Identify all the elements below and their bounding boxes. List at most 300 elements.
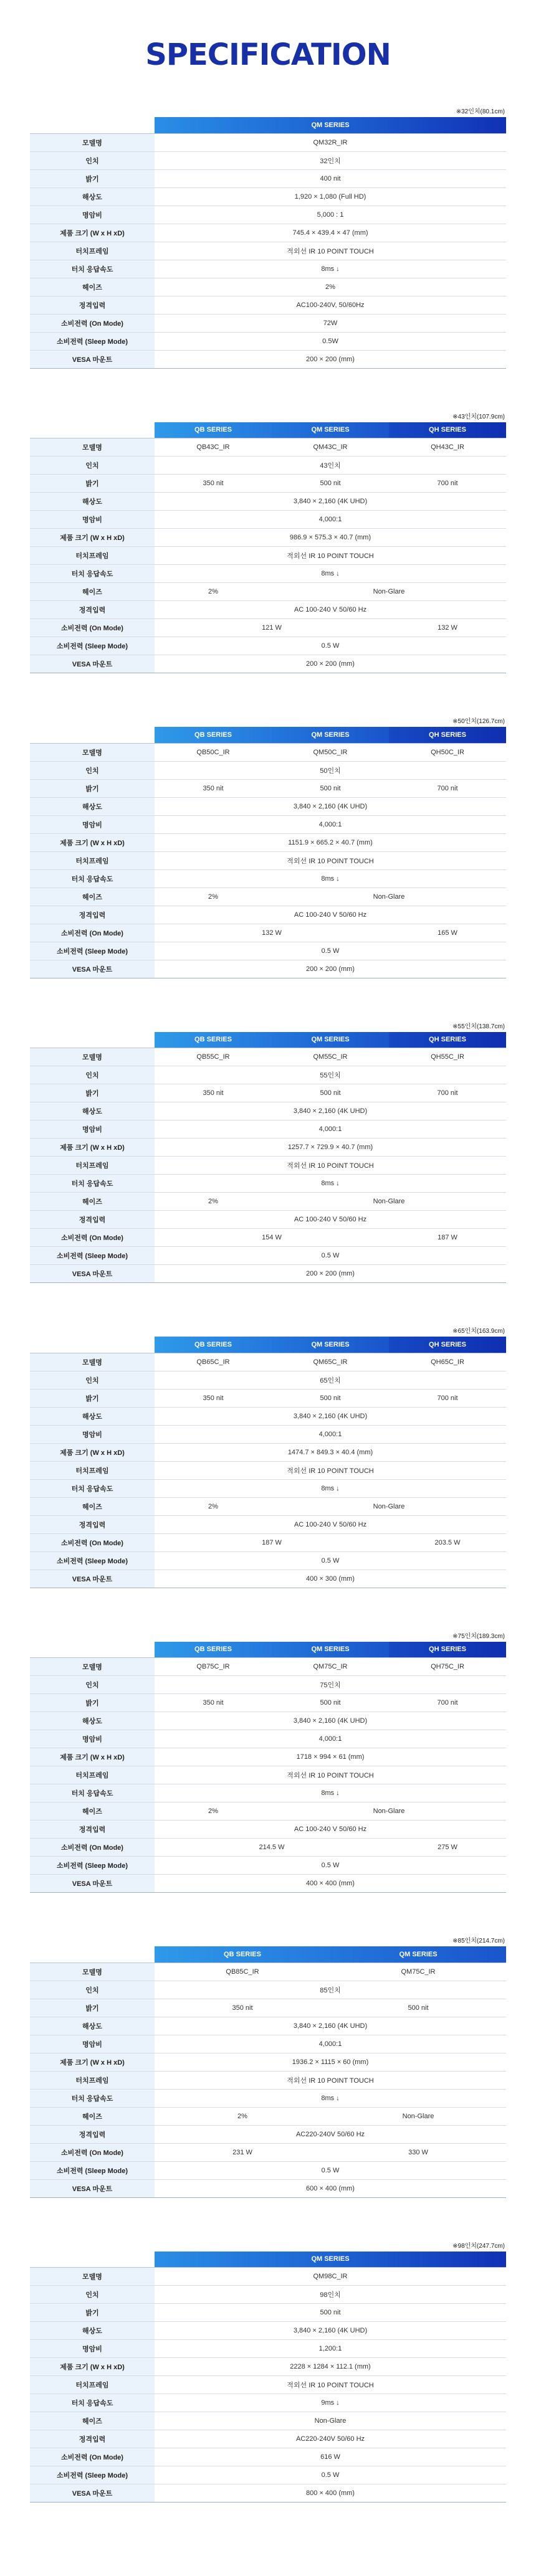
- spec-value: 1,920 × 1,080 (Full HD): [155, 187, 506, 206]
- spec-row: [30, 2394, 506, 2412]
- series-header: QB SERIES: [155, 1337, 272, 1353]
- spec-row: [30, 2448, 506, 2466]
- spec-label: 모델명: [30, 1353, 155, 1371]
- spec-label: 밝기: [30, 1389, 155, 1407]
- screen-size-label: ※85인치(214.7cm): [452, 1938, 505, 1944]
- spec-row: [30, 1497, 506, 1515]
- spec-label: 헤이즈: [30, 1802, 155, 1821]
- spec-row: [30, 1193, 506, 1211]
- spec-value: Non-Glare: [330, 2107, 506, 2125]
- page-title: SPECIFICATION: [145, 37, 391, 72]
- spec-row: [30, 206, 506, 224]
- spec-row: [30, 1802, 506, 1821]
- screen-size-label: ※50인치(126.7cm): [452, 718, 505, 725]
- spec-value: 745.4 × 439.4 × 47 (mm): [155, 224, 506, 242]
- spec-value: 350 nit: [155, 475, 272, 493]
- series-header: QM SERIES: [272, 1032, 389, 1048]
- spec-label: 헤이즈: [30, 2412, 155, 2430]
- spec-row: [30, 815, 506, 833]
- spec-value: 0.5 W: [155, 637, 506, 655]
- spec-row: [30, 2161, 506, 2179]
- spec-value: 1257.7 × 729.9 × 40.7 (mm): [155, 1139, 506, 1157]
- spec-row: [30, 457, 506, 475]
- spec-row: [30, 833, 506, 851]
- spec-row: [30, 2340, 506, 2358]
- spec-row: [30, 743, 506, 761]
- series-header: QM SERIES: [155, 117, 506, 133]
- spec-label: 해상도: [30, 493, 155, 511]
- spec-label: VESA 마운트: [30, 960, 155, 978]
- spec-row: [30, 2179, 506, 2197]
- spec-value: 4,000:1: [155, 815, 506, 833]
- spec-value: 500 nit: [272, 1694, 389, 1712]
- spec-label: 소비전력 (Sleep Mode): [30, 1551, 155, 1570]
- spec-row: [30, 438, 506, 457]
- spec-value: 0.5 W: [155, 942, 506, 960]
- series-header: QB SERIES: [155, 1032, 272, 1048]
- spec-table: [30, 422, 506, 674]
- spec-value: 231 W: [155, 2143, 330, 2161]
- spec-row: [30, 1551, 506, 1570]
- spec-value: 2228 × 1284 × 112.1 (mm): [155, 2358, 506, 2376]
- spec-row: [30, 2125, 506, 2143]
- spec-label: 터치 응답속도: [30, 1175, 155, 1193]
- spec-value: 8ms ↓: [155, 1479, 506, 1497]
- series-header: QB SERIES: [155, 727, 272, 743]
- spec-value: 500 nit: [272, 1084, 389, 1102]
- spec-value: 8ms ↓: [155, 2089, 506, 2107]
- spec-value: 2%: [155, 888, 272, 906]
- spec-value: 적외선 IR 10 POINT TOUCH: [155, 2071, 506, 2089]
- spec-row: [30, 2107, 506, 2125]
- spec-value: AC 100-240 V 50/60 Hz: [155, 1821, 506, 1839]
- spec-row: [30, 1694, 506, 1712]
- series-header-row: [30, 1032, 506, 1048]
- spec-sections: [0, 107, 536, 2503]
- spec-label: 터치프레임: [30, 1766, 155, 1784]
- spec-label: 명암비: [30, 511, 155, 529]
- spec-label: 모델명: [30, 2268, 155, 2286]
- spec-row: [30, 1479, 506, 1497]
- spec-value: 1936.2 × 1115 × 60 (mm): [155, 2053, 506, 2071]
- spec-row: [30, 2322, 506, 2340]
- spec-row: [30, 314, 506, 332]
- spec-table: [30, 1032, 506, 1284]
- spec-row: [30, 2143, 506, 2161]
- spec-row: [30, 1066, 506, 1084]
- spec-value: Non-Glare: [272, 888, 506, 906]
- spec-label: 터치프레임: [30, 1461, 155, 1479]
- spec-label: 제품 크기 (W x H xD): [30, 1139, 155, 1157]
- spec-value: 4,000:1: [155, 2035, 506, 2053]
- spec-value: AC 100-240 V 50/60 Hz: [155, 906, 506, 924]
- spec-value: 2%: [155, 583, 272, 601]
- spec-table: [30, 727, 506, 978]
- spec-value: QB65C_IR: [155, 1353, 272, 1371]
- spec-label: 헤이즈: [30, 278, 155, 296]
- spec-row: [30, 1120, 506, 1139]
- spec-row: [30, 906, 506, 924]
- spec-value: 43인치: [155, 457, 506, 475]
- spec-row: [30, 1157, 506, 1175]
- spec-row: [30, 619, 506, 637]
- spec-value: 0.5 W: [155, 1551, 506, 1570]
- spec-value: QH75C_IR: [389, 1658, 506, 1676]
- header-spacer: [30, 727, 155, 743]
- spec-value: QM43C_IR: [272, 438, 389, 457]
- spec-value: 적외선 IR 10 POINT TOUCH: [155, 2376, 506, 2394]
- spec-label: 터치프레임: [30, 1157, 155, 1175]
- spec-label: 제품 크기 (W x H xD): [30, 2053, 155, 2071]
- spec-label: 제품 크기 (W x H xD): [30, 1443, 155, 1461]
- spec-value: AC220-240V 50/60 Hz: [155, 2125, 506, 2143]
- spec-label: 정격입력: [30, 2430, 155, 2448]
- spec-label: 터치프레임: [30, 242, 155, 260]
- spec-label: 해상도: [30, 797, 155, 815]
- spec-row: [30, 1839, 506, 1857]
- series-header: QM SERIES: [330, 1946, 506, 1963]
- spec-value: QH55C_IR: [389, 1048, 506, 1066]
- series-header: QM SERIES: [272, 1642, 389, 1658]
- spec-row: [30, 1766, 506, 1784]
- spec-value: 500 nit: [272, 1389, 389, 1407]
- header-spacer: [30, 117, 155, 133]
- screen-size-label: ※98인치(247.7cm): [452, 2242, 505, 2250]
- spec-label: 인치: [30, 1981, 155, 1999]
- spec-row: [30, 942, 506, 960]
- spec-row: [30, 511, 506, 529]
- spec-label: 제품 크기 (W x H xD): [30, 1748, 155, 1766]
- spec-value: 350 nit: [155, 1999, 330, 2017]
- spec-row: [30, 1999, 506, 2017]
- spec-row: [30, 797, 506, 815]
- spec-row: [30, 2268, 506, 2286]
- spec-row: [30, 851, 506, 869]
- spec-label: 정격입력: [30, 1211, 155, 1229]
- spec-value: Non-Glare: [272, 1497, 506, 1515]
- spec-value: 986.9 × 575.3 × 40.7 (mm): [155, 529, 506, 547]
- spec-value: 200 × 200 (mm): [155, 350, 506, 368]
- spec-row: [30, 1963, 506, 1981]
- spec-row: [30, 924, 506, 942]
- series-header: QB SERIES: [155, 1642, 272, 1658]
- spec-row: [30, 260, 506, 278]
- spec-row: [30, 2286, 506, 2304]
- series-header-row: [30, 727, 506, 743]
- spec-row: [30, 601, 506, 619]
- spec-value: 0.5W: [155, 332, 506, 350]
- spec-row: [30, 637, 506, 655]
- spec-row: [30, 1407, 506, 1425]
- spec-value: 0.5 W: [155, 1247, 506, 1265]
- spec-label: 터치 응답속도: [30, 869, 155, 888]
- spec-row: [30, 1265, 506, 1283]
- spec-value: AC 100-240 V 50/60 Hz: [155, 1515, 506, 1533]
- spec-label: 인치: [30, 457, 155, 475]
- spec-section: [30, 107, 506, 369]
- spec-value: 350 nit: [155, 1084, 272, 1102]
- spec-row: [30, 224, 506, 242]
- spec-value: 2%: [155, 2107, 330, 2125]
- spec-label: 밝기: [30, 779, 155, 797]
- spec-row: [30, 2071, 506, 2089]
- spec-section: [30, 412, 506, 674]
- spec-value: 400 nit: [155, 169, 506, 187]
- header-spacer: [30, 2252, 155, 2268]
- spec-value: 400 × 300 (mm): [155, 1570, 506, 1588]
- spec-value: Non-Glare: [272, 1193, 506, 1211]
- spec-row: [30, 1102, 506, 1120]
- spec-label: 인치: [30, 1371, 155, 1389]
- spec-value: 500 nit: [155, 2304, 506, 2322]
- spec-value: 132 W: [155, 924, 389, 942]
- spec-label: 소비전력 (On Mode): [30, 1533, 155, 1551]
- spec-label: 터치프레임: [30, 2376, 155, 2394]
- header-spacer: [30, 1642, 155, 1658]
- spec-value: 98인치: [155, 2286, 506, 2304]
- series-header: QH SERIES: [389, 1337, 506, 1353]
- spec-row: [30, 1676, 506, 1694]
- spec-value: 5,000 : 1: [155, 206, 506, 224]
- spec-value: 132 W: [389, 619, 506, 637]
- spec-label: 소비전력 (Sleep Mode): [30, 2161, 155, 2179]
- spec-label: VESA 마운트: [30, 2484, 155, 2503]
- spec-value: 330 W: [330, 2143, 506, 2161]
- spec-label: 제품 크기 (W x H xD): [30, 224, 155, 242]
- spec-label: 해상도: [30, 187, 155, 206]
- spec-label: 소비전력 (On Mode): [30, 314, 155, 332]
- spec-value: 275 W: [389, 1839, 506, 1857]
- series-header-row: [30, 1337, 506, 1353]
- spec-row: [30, 1425, 506, 1443]
- spec-row: [30, 1748, 506, 1766]
- spec-table: [30, 117, 506, 369]
- spec-label: 해상도: [30, 1102, 155, 1120]
- spec-row: [30, 2412, 506, 2430]
- spec-value: 8ms ↓: [155, 260, 506, 278]
- series-header-row: [30, 1946, 506, 1963]
- series-header-row: [30, 422, 506, 438]
- spec-value: 200 × 200 (mm): [155, 655, 506, 673]
- spec-value: QM55C_IR: [272, 1048, 389, 1066]
- spec-value: QM75C_IR: [272, 1658, 389, 1676]
- spec-label: 밝기: [30, 169, 155, 187]
- spec-label: 밝기: [30, 1084, 155, 1102]
- spec-row: [30, 1570, 506, 1588]
- spec-label: 소비전력 (On Mode): [30, 1229, 155, 1247]
- spec-section: [30, 717, 506, 978]
- spec-label: 명암비: [30, 2340, 155, 2358]
- series-header: QB SERIES: [155, 1946, 330, 1963]
- spec-value: 4,000:1: [155, 1120, 506, 1139]
- spec-row: [30, 1443, 506, 1461]
- screen-size-label: ※43인치(107.9cm): [452, 413, 505, 420]
- spec-section: [30, 1632, 506, 1893]
- spec-label: 정격입력: [30, 601, 155, 619]
- spec-row: [30, 2358, 506, 2376]
- spec-value: 72W: [155, 314, 506, 332]
- spec-value: 187 W: [389, 1229, 506, 1247]
- series-header-row: [30, 117, 506, 133]
- spec-label: 해상도: [30, 1712, 155, 1730]
- spec-value: 75인치: [155, 1676, 506, 1694]
- spec-value: 1474.7 × 849.3 × 40.4 (mm): [155, 1443, 506, 1461]
- spec-label: 제품 크기 (W x H xD): [30, 833, 155, 851]
- spec-label: 터치 응답속도: [30, 260, 155, 278]
- spec-label: 명암비: [30, 815, 155, 833]
- spec-value: 3,840 × 2,160 (4K UHD): [155, 797, 506, 815]
- spec-label: 인치: [30, 1066, 155, 1084]
- spec-row: [30, 2053, 506, 2071]
- spec-label: 소비전력 (On Mode): [30, 619, 155, 637]
- series-header: QH SERIES: [389, 1642, 506, 1658]
- spec-value: 2%: [155, 1802, 272, 1821]
- spec-label: 정격입력: [30, 2125, 155, 2143]
- spec-label: 명암비: [30, 2035, 155, 2053]
- spec-row: [30, 547, 506, 565]
- spec-label: 명암비: [30, 1425, 155, 1443]
- spec-value: 1718 × 994 × 61 (mm): [155, 1748, 506, 1766]
- spec-row: [30, 761, 506, 779]
- spec-row: [30, 242, 506, 260]
- series-header: QM SERIES: [155, 2252, 506, 2268]
- spec-table: [30, 1946, 506, 2198]
- spec-label: 터치프레임: [30, 2071, 155, 2089]
- spec-row: [30, 779, 506, 797]
- spec-label: 헤이즈: [30, 1193, 155, 1211]
- spec-value: QM75C_IR: [330, 1963, 506, 1981]
- spec-row: [30, 475, 506, 493]
- spec-value: 적외선 IR 10 POINT TOUCH: [155, 1157, 506, 1175]
- spec-row: [30, 1211, 506, 1229]
- spec-value: 616 W: [155, 2448, 506, 2466]
- spec-label: VESA 마운트: [30, 655, 155, 673]
- spec-row: [30, 2304, 506, 2322]
- spec-value: 4,000:1: [155, 511, 506, 529]
- spec-value: QM50C_IR: [272, 743, 389, 761]
- spec-value: QH43C_IR: [389, 438, 506, 457]
- spec-label: 해상도: [30, 1407, 155, 1425]
- spec-row: [30, 1857, 506, 1875]
- spec-row: [30, 1981, 506, 1999]
- spec-value: 2%: [155, 1193, 272, 1211]
- spec-row: [30, 2017, 506, 2035]
- series-header: QM SERIES: [272, 1337, 389, 1353]
- spec-label: 소비전력 (Sleep Mode): [30, 637, 155, 655]
- spec-row: [30, 1821, 506, 1839]
- spec-value: 154 W: [155, 1229, 389, 1247]
- spec-row: [30, 2430, 506, 2448]
- spec-value: 4,000:1: [155, 1730, 506, 1748]
- spec-row: [30, 583, 506, 601]
- spec-value: 85인치: [155, 1981, 506, 1999]
- spec-value: 400 × 400 (mm): [155, 1875, 506, 1893]
- series-header-row: [30, 2252, 506, 2268]
- spec-table: [30, 1337, 506, 1588]
- spec-value: QM32R_IR: [155, 133, 506, 151]
- spec-value: 203.5 W: [389, 1533, 506, 1551]
- spec-row: [30, 960, 506, 978]
- spec-value: 350 nit: [155, 779, 272, 797]
- spec-section: [30, 2242, 506, 2503]
- spec-label: 모델명: [30, 743, 155, 761]
- spec-row: [30, 332, 506, 350]
- spec-row: [30, 1389, 506, 1407]
- spec-row: [30, 1533, 506, 1551]
- spec-value: 500 nit: [272, 475, 389, 493]
- spec-label: 터치 응답속도: [30, 2089, 155, 2107]
- spec-value: 165 W: [389, 924, 506, 942]
- spec-value: 121 W: [155, 619, 389, 637]
- spec-value: 0.5 W: [155, 2466, 506, 2484]
- spec-label: 밝기: [30, 2304, 155, 2322]
- spec-value: QB43C_IR: [155, 438, 272, 457]
- screen-size-label: ※75인치(189.3cm): [452, 1632, 505, 1640]
- spec-value: 1151.9 × 665.2 × 40.7 (mm): [155, 833, 506, 851]
- spec-value: 700 nit: [389, 779, 506, 797]
- series-header: QM SERIES: [272, 727, 389, 743]
- spec-value: 0.5 W: [155, 2161, 506, 2179]
- spec-label: 인치: [30, 151, 155, 169]
- spec-value: 187 W: [155, 1533, 389, 1551]
- spec-row: [30, 1784, 506, 1802]
- spec-row: [30, 2466, 506, 2484]
- spec-label: VESA 마운트: [30, 1265, 155, 1283]
- spec-label: 소비전력 (Sleep Mode): [30, 942, 155, 960]
- header-spacer: [30, 422, 155, 438]
- spec-label: 터치 응답속도: [30, 565, 155, 583]
- spec-label: 정격입력: [30, 296, 155, 314]
- spec-row: [30, 2484, 506, 2503]
- spec-label: 인치: [30, 761, 155, 779]
- spec-label: 터치 응답속도: [30, 1784, 155, 1802]
- spec-row: [30, 1515, 506, 1533]
- spec-value: 적외선 IR 10 POINT TOUCH: [155, 242, 506, 260]
- series-header-row: [30, 1642, 506, 1658]
- spec-value: 700 nit: [389, 475, 506, 493]
- spec-label: 헤이즈: [30, 888, 155, 906]
- series-header: QH SERIES: [389, 727, 506, 743]
- spec-value: AC 100-240 V 50/60 Hz: [155, 601, 506, 619]
- header-spacer: [30, 1337, 155, 1353]
- spec-value: 8ms ↓: [155, 1784, 506, 1802]
- spec-value: 8ms ↓: [155, 869, 506, 888]
- spec-row: [30, 2089, 506, 2107]
- spec-value: 적외선 IR 10 POINT TOUCH: [155, 1461, 506, 1479]
- screen-size-label: ※65인치(163.9cm): [452, 1328, 505, 1335]
- spec-row: [30, 1175, 506, 1193]
- screen-size-label: ※55인치(138.7cm): [452, 1023, 505, 1030]
- spec-row: [30, 2376, 506, 2394]
- spec-label: 모델명: [30, 1658, 155, 1676]
- spec-value: 3,840 × 2,160 (4K UHD): [155, 1712, 506, 1730]
- spec-value: 500 nit: [272, 779, 389, 797]
- spec-label: 헤이즈: [30, 583, 155, 601]
- spec-label: 소비전력 (Sleep Mode): [30, 2466, 155, 2484]
- spec-row: [30, 869, 506, 888]
- spec-label: VESA 마운트: [30, 1570, 155, 1588]
- spec-value: QM98C_IR: [155, 2268, 506, 2286]
- spec-value: 3,840 × 2,160 (4K UHD): [155, 1102, 506, 1120]
- spec-label: 정격입력: [30, 1821, 155, 1839]
- spec-label: 소비전력 (On Mode): [30, 2143, 155, 2161]
- spec-section: [30, 1936, 506, 2198]
- spec-value: 65인치: [155, 1371, 506, 1389]
- spec-value: 8ms ↓: [155, 1175, 506, 1193]
- spec-row: [30, 493, 506, 511]
- series-header: QM SERIES: [272, 422, 389, 438]
- spec-row: [30, 350, 506, 368]
